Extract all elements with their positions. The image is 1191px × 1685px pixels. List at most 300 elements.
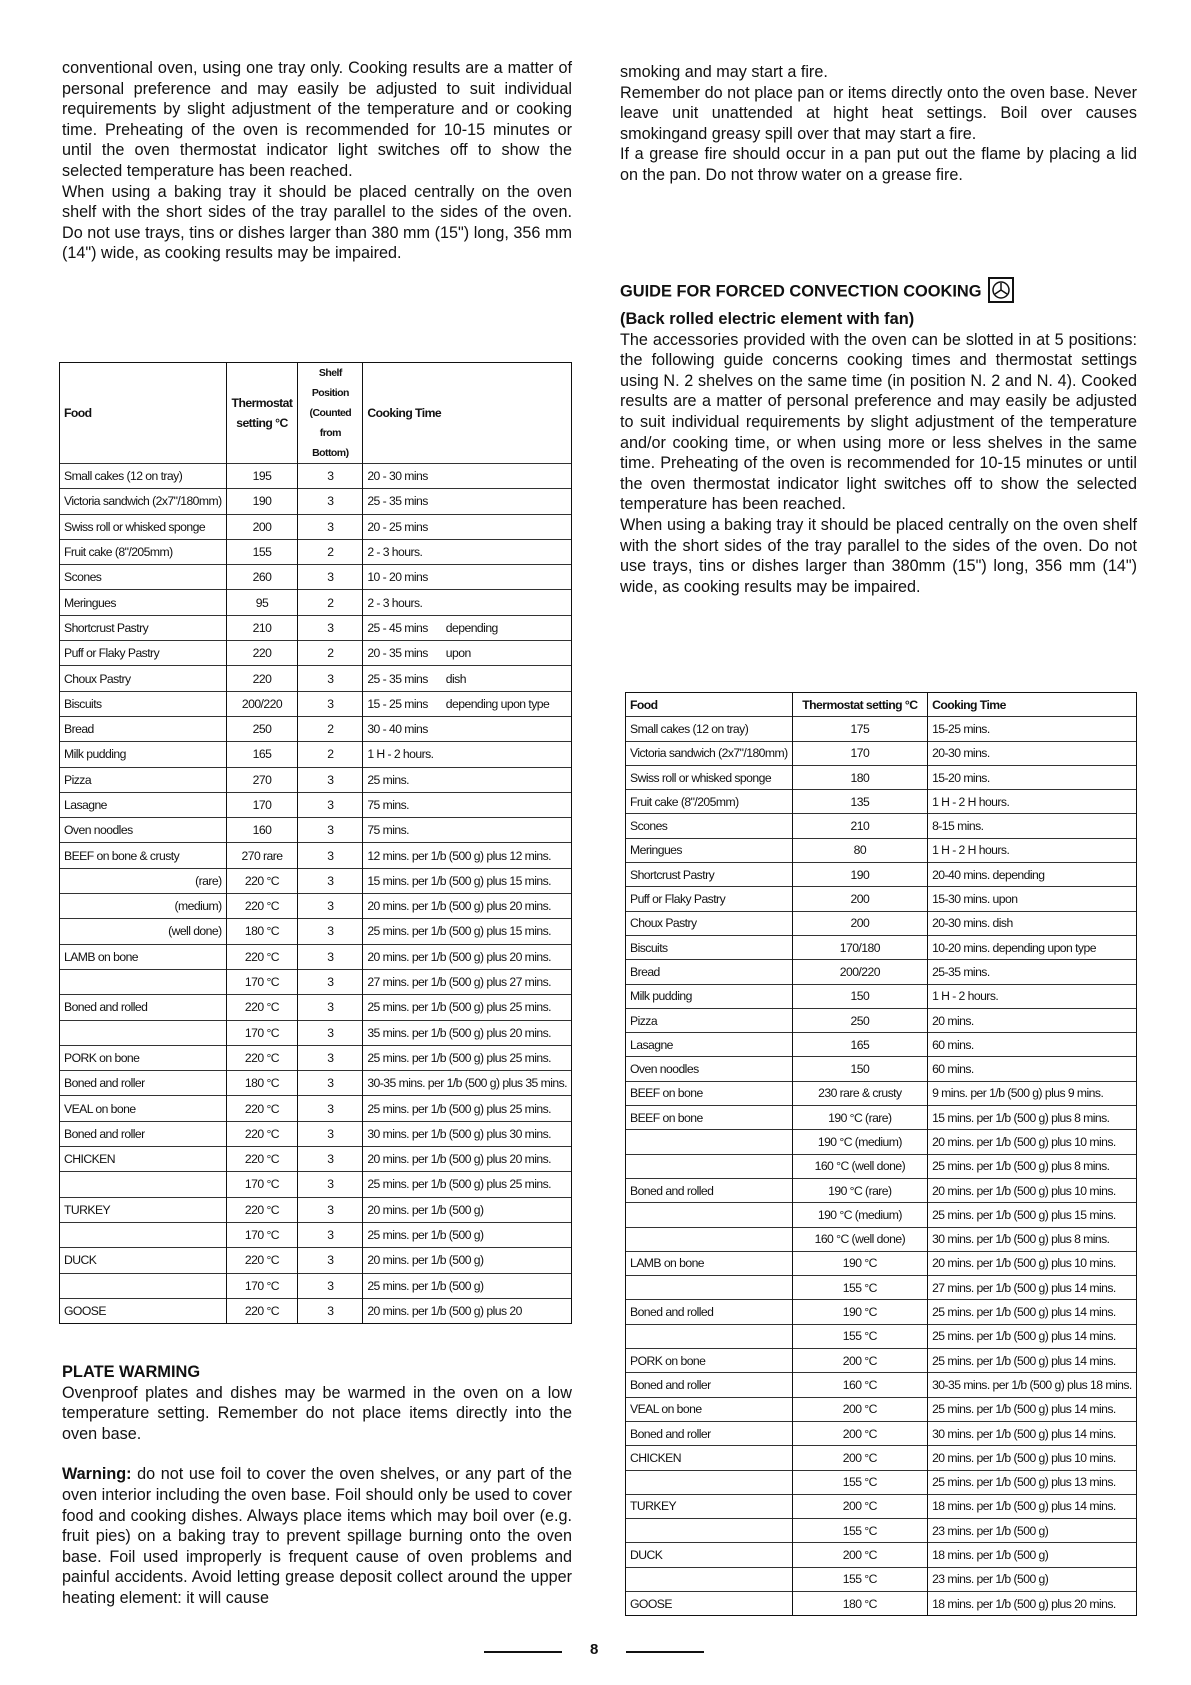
cooking-time-cell [363,1298,572,1323]
table-header-cooking-time: Cooking Time [363,363,572,464]
cooking-time-cell: 20 mins. per 1/b (500 g) plus 10 mins. [928,1130,1137,1154]
cooking-time-cell: 23 mins. per 1/b (500 g) [928,1567,1137,1591]
cooking-time-cell [363,666,572,691]
cooking-time: 10 - 20 mins [367,570,428,585]
plate-warming-text: Ovenproof plates and dishes may be warmed in the oven on a low temperature setting. Remember do not place items directly into the oven base. [62,1383,572,1443]
food-cell [60,1222,227,1247]
thermostat-cell: 170 °C [226,969,298,994]
thermostat-cell: 200 °C [792,1397,927,1421]
shelf-cell: 3 [298,792,363,817]
food-cell: DUCK [60,1248,227,1273]
food-cell: Oven noodles [60,818,227,843]
cooking-time-cell [363,615,572,640]
cooking-time-cell: 8-15 mins. [928,814,1137,838]
cooking-time: 35 mins. per 1/b (500 g) plus 20 mins. [367,1025,552,1040]
table-row [60,716,572,741]
thermostat-cell: 190 °C [792,1300,927,1324]
shelf-cell: 3 [298,818,363,843]
table-row [626,790,1137,814]
thermostat-cell: 220 °C [226,868,298,893]
thermostat-cell: 200 [792,887,927,911]
cooking-time-cell [363,843,572,868]
food-cell: CHICKEN [626,1446,793,1470]
cooking-time: 15 mins. per 1/b (500 g) plus 15 mins. [367,873,552,888]
table-row [60,539,572,564]
food-cell: Pizza [626,1008,793,1032]
food-cell: Choux Pastry [60,666,227,691]
cooking-time: 25 - 45 mins [367,620,428,635]
cooking-note: upon [445,646,471,661]
food-cell: Biscuits [626,935,793,959]
thermostat-cell: 250 [226,716,298,741]
table-row [626,1081,1137,1105]
thermostat-cell: 170 °C [226,1172,298,1197]
cooking-time-cell: 25 mins. per 1/b (500 g) plus 8 mins. [928,1154,1137,1178]
cooking-time-cell [363,565,572,590]
food-cell [626,1519,793,1543]
food-cell: DUCK [626,1543,793,1567]
food-cell: Swiss roll or whisked sponge [626,765,793,789]
food-cell: Biscuits [60,691,227,716]
cooking-time-cell: 9 mins. per 1/b (500 g) plus 9 mins. [928,1081,1137,1105]
cooking-time-cell [363,1248,572,1273]
cooking-time-cell: 30-35 mins. per 1/b (500 g) plus 18 mins. [928,1373,1137,1397]
table-row [626,960,1137,984]
table-row [60,489,572,514]
cooking-time-cell: 20 mins. per 1/b (500 g) plus 10 mins. [928,1446,1137,1470]
cooking-time: 30-35 mins. per 1/b (500 g) plus 35 mins. [367,1076,567,1091]
thermostat-cell: 155 °C [792,1324,927,1348]
table-row [626,1567,1137,1591]
shelf-cell: 3 [298,565,363,590]
cooking-time: 12 mins. per 1/b (500 g) plus 12 mins. [367,848,552,863]
thermostat-cell: 165 [226,742,298,767]
cooking-time-cell: 25 mins. per 1/b (500 g) plus 14 mins. [928,1349,1137,1373]
cooking-time-cell [363,818,572,843]
thermostat-cell: 190 °C (rare) [792,1106,927,1130]
food-cell: Puff or Flaky Pastry [60,641,227,666]
cooking-time-cell [363,969,572,994]
table-row [626,1276,1137,1300]
thermostat-cell: 190 °C (medium) [792,1130,927,1154]
food-cell: Milk pudding [60,742,227,767]
cooking-time: 75 mins. [367,823,409,838]
cooking-time-cell [363,868,572,893]
cooking-time-cell [363,641,572,666]
thermostat-cell: 155 °C [792,1470,927,1494]
shelf-cell: 3 [298,666,363,691]
cooking-time-cell [363,944,572,969]
thermostat-cell: 155 [226,539,298,564]
table-row [60,1197,572,1222]
cooking-time: 25 mins. per 1/b (500 g) plus 25 mins. [367,1101,552,1116]
cooking-time-cell [363,716,572,741]
thermostat-cell: 270 [226,767,298,792]
cooking-time-cell [363,995,572,1020]
thermostat-cell: 160 °C (well done) [792,1227,927,1251]
baking-tray-paragraph: When using a baking tray it should be placed centrally on the oven shelf with the short sides of the tray parallel to the sides of the oven. Do not use trays, tins or dishes larger than 380 mm (15") long, 356 mm (14") wide, as cooking results may be impaired. [62,182,572,263]
food-cell: (well done) [60,919,227,944]
thermostat-cell: 180 °C [792,1591,927,1615]
thermostat-cell: 210 [226,615,298,640]
cooking-time: 20 mins. per 1/b (500 g) plus 20 mins. [367,1152,552,1167]
shelf-cell: 3 [298,1172,363,1197]
shelf-cell: 3 [298,767,363,792]
cooking-time-cell: 20 mins. per 1/b (500 g) plus 10 mins. [928,1251,1137,1275]
thermostat-cell: 190 °C (rare) [792,1178,927,1202]
cooking-time-cell: 30 mins. per 1/b (500 g) plus 8 mins. [928,1227,1137,1251]
shelf-cell: 3 [298,843,363,868]
food-cell [626,1203,793,1227]
cooking-time-cell: 20-30 mins. [928,741,1137,765]
cooking-time-cell [363,691,572,716]
plate-warming-section [62,1362,572,1609]
food-cell: TURKEY [60,1197,227,1222]
cooking-time-cell: 20-40 mins. depending [928,863,1137,887]
cooking-time-cell: 25 mins. per 1/b (500 g) plus 14 mins. [928,1324,1137,1348]
table-row [60,1121,572,1146]
thermostat-cell: 200 °C [792,1349,927,1373]
food-cell: PORK on bone [60,1045,227,1070]
cooking-time-cell [363,1197,572,1222]
thermostat-cell: 220 °C [226,944,298,969]
thermostat-cell: 250 [792,1008,927,1032]
table-row [60,868,572,893]
table-row [626,1543,1137,1567]
table-row [626,1178,1137,1202]
table-row [60,767,572,792]
warning-text: do not use foil to cover the oven shelves, or any part of the oven interior including the oven base. Foil should only be used to cover food and cooking dishes. Always place items which may boil over (e.g. fruit pies) on a baking tray to prevent spillage burning onto the oven base. Foil used improperly is frequent cause of oven problems and painful accidents. Avoid letting grease deposit collect around the upper heating element: it will cause [62,1465,572,1607]
food-cell [60,1020,227,1045]
footer-rule-left [484,1651,562,1653]
cooking-time-cell [363,489,572,514]
table-row [60,666,572,691]
food-cell: PORK on bone [626,1349,793,1373]
table-row [626,765,1137,789]
table-row [60,1248,572,1273]
thermostat-cell: 170 [226,792,298,817]
table-row [60,894,572,919]
thermostat-cell: 170 °C [226,1222,298,1247]
convection-title [620,279,1137,305]
table-row [626,1446,1137,1470]
cooking-time: 25 mins. per 1/b (500 g) plus 25 mins. [367,1050,552,1065]
thermostat-cell: 220 [226,666,298,691]
oven-base-paragraph: Remember do not place pan or items directly onto the oven base. Never leave unit unattended at hight heat settings. Boil over causes smokingand greasy spill over that may start a fire. [620,83,1137,143]
shelf-cell: 2 [298,716,363,741]
thermostat-cell: 220 °C [226,1197,298,1222]
table-row [60,1020,572,1045]
table-row [60,1147,572,1172]
thermostat-cell: 220 °C [226,1096,298,1121]
shelf-cell: 2 [298,539,363,564]
thermostat-cell: 155 °C [792,1519,927,1543]
cooking-time: 20 - 25 mins [367,519,428,534]
food-cell: (medium) [60,894,227,919]
cooking-time-cell [363,590,572,615]
table-row [626,1300,1137,1324]
table-row [60,1172,572,1197]
table-row [626,1421,1137,1445]
table-row [60,641,572,666]
food-cell: Lasagne [626,1033,793,1057]
thermostat-cell: 200 [226,514,298,539]
cooking-note: depending upon type [445,696,550,711]
thermostat-cell: 135 [792,790,927,814]
table-row [60,742,572,767]
table-row [626,863,1137,887]
thermostat-cell: 210 [792,814,927,838]
table-row [626,1130,1137,1154]
convection-title-text: GUIDE FOR FORCED CONVECTION COOKING [620,282,982,301]
thermostat-cell: 200/220 [226,691,298,716]
table-header-shelf: Shelf Position (Counted from Bottom) [298,363,363,464]
table-row [60,1222,572,1247]
thermostat-cell: 200 [792,911,927,935]
thermostat-cell: 200 °C [792,1494,927,1518]
food-cell: Boned and roller [60,1121,227,1146]
cooking-time-cell: 10-20 mins. depending upon type [928,935,1137,959]
thermostat-cell: 160 [226,818,298,843]
table-header-thermostat: Thermostat setting °C [792,693,927,717]
food-cell [626,1276,793,1300]
shelf-cell: 2 [298,641,363,666]
food-cell [626,1470,793,1494]
grease-fire-paragraph: If a grease fire should occur in a pan put out the flame by placing a lid on the pan. Do not throw water on a grease fire. [620,145,1137,184]
thermostat-cell: 200 °C [792,1446,927,1470]
food-cell: BEEF on bone [626,1081,793,1105]
food-cell: Boned and roller [626,1421,793,1445]
food-cell: Swiss roll or whisked sponge [60,514,227,539]
thermostat-cell: 175 [792,717,927,741]
thermostat-cell: 220 °C [226,1045,298,1070]
food-cell: Meringues [60,590,227,615]
food-cell: Bread [626,960,793,984]
smoking-line: smoking and may start a fire. [620,63,828,81]
cooking-time-cell: 60 mins. [928,1057,1137,1081]
convection-text-2: When using a baking tray it should be placed centrally on the oven shelf with the short sides of the tray parallel to the sides of the oven. Do not use trays, tins or dishes larger than 380mm (15") long, 356 mm (14") wide, as cooking results may be impaired. [620,515,1137,596]
thermostat-cell: 260 [226,565,298,590]
table-row [60,1298,572,1323]
cooking-time-cell: 20-30 mins. dish [928,911,1137,935]
shelf-cell: 3 [298,1248,363,1273]
warning-label: Warning: [62,1465,132,1484]
cooking-time-cell [363,767,572,792]
table-row [60,590,572,615]
food-cell [60,1273,227,1298]
thermostat-cell: 95 [226,590,298,615]
table-row [626,1008,1137,1032]
food-cell: (rare) [60,868,227,893]
food-cell: Lasagne [60,792,227,817]
cooking-time-cell [363,792,572,817]
convection-subtitle: (Back rolled electric element with fan) [620,310,915,328]
food-cell: LAMB on bone [626,1251,793,1275]
thermostat-cell: 180 [792,765,927,789]
thermostat-cell: 200/220 [792,960,927,984]
table-row [626,1324,1137,1348]
cooking-time-cell [363,1020,572,1045]
food-cell: Small cakes (12 on tray) [626,717,793,741]
cooking-time: 2 - 3 hours. [367,545,423,560]
table-row [60,1273,572,1298]
shelf-cell: 3 [298,1121,363,1146]
thermostat-cell: 155 °C [792,1276,927,1300]
cooking-time: 30 - 40 mins [367,722,428,737]
food-cell: Boned and roller [626,1373,793,1397]
cooking-time: 15 - 25 mins [367,696,428,711]
shelf-cell: 3 [298,995,363,1020]
table-row [626,1470,1137,1494]
table-row [60,969,572,994]
convection-section [620,279,1137,597]
table-row [626,911,1137,935]
thermostat-cell: 150 [792,1057,927,1081]
shelf-cell: 3 [298,868,363,893]
thermostat-cell: 220 °C [226,1147,298,1172]
food-cell: Oven noodles [626,1057,793,1081]
cooking-time-cell [363,1147,572,1172]
food-cell: Boned and roller [60,1071,227,1096]
thermostat-cell: 160 °C [792,1373,927,1397]
cooking-time-cell: 25-35 mins. [928,960,1137,984]
table-row [626,1251,1137,1275]
table-row [626,838,1137,862]
thermostat-cell: 160 °C (well done) [792,1154,927,1178]
cooking-time-cell [363,919,572,944]
cooking-time: 20 mins. per 1/b (500 g) [367,1202,484,1217]
shelf-cell: 3 [298,464,363,489]
shelf-cell: 3 [298,944,363,969]
table-body [60,464,572,1324]
thermostat-cell: 270 rare [226,843,298,868]
table-row [626,1349,1137,1373]
shelf-cell: 3 [298,1071,363,1096]
cooking-time-cell: 15-30 mins. upon [928,887,1137,911]
cooking-time-cell [363,1121,572,1146]
food-cell: Victoria sandwich (2x7"/180mm) [60,489,227,514]
cooking-time-cell: 27 mins. per 1/b (500 g) plus 14 mins. [928,1276,1137,1300]
food-cell [626,1567,793,1591]
food-cell: Puff or Flaky Pastry [626,887,793,911]
thermostat-cell: 170 °C [226,1020,298,1045]
cooking-time: 25 mins. per 1/b (500 g) [367,1228,484,1243]
thermostat-cell: 220 °C [226,894,298,919]
shelf-cell: 3 [298,1298,363,1323]
cooking-time-cell: 1 H - 2 H hours. [928,790,1137,814]
table-row [60,995,572,1020]
intro-paragraph: conventional oven, using one tray only. Cooking results are a matter of personal preference and may easily be adjusted to suit individual requirements by slight adjustment of the temperature and or cooking time. Preheating of the oven is recommended for 10-15 minutes or until the oven thermostat indicator light switches off to show the selected temperature has been reached. [62,59,572,180]
shelf-cell: 3 [298,1020,363,1045]
cooking-note: depending [445,620,498,635]
table-row [60,514,572,539]
shelf-cell: 3 [298,1147,363,1172]
food-cell: Shortcrust Pastry [626,863,793,887]
cooking-time-cell [363,464,572,489]
cooking-time-cell [363,539,572,564]
plate-warming-title: PLATE WARMING [62,1363,201,1381]
table-row [626,1519,1137,1543]
food-cell: Fruit cake (8"/205mm) [626,790,793,814]
cooking-time-cell: 1 H - 2 hours. [928,984,1137,1008]
food-cell: TURKEY [626,1494,793,1518]
table-row [626,1154,1137,1178]
thermostat-cell: 220 °C [226,1298,298,1323]
shelf-cell: 3 [298,1197,363,1222]
food-cell [60,1172,227,1197]
cooking-time-cell: 23 mins. per 1/b (500 g) [928,1519,1137,1543]
food-cell: Shortcrust Pastry [60,615,227,640]
food-cell: BEEF on bone & crusty [60,843,227,868]
shelf-cell: 3 [298,691,363,716]
thermostat-cell: 170 [792,741,927,765]
page-number: 8 [590,1641,599,1658]
shelf-cell: 3 [298,1096,363,1121]
table-row [60,1045,572,1070]
food-cell: Fruit cake (8"/205mm) [60,539,227,564]
food-cell: VEAL on bone [60,1096,227,1121]
food-cell: LAMB on bone [60,944,227,969]
shelf-cell: 3 [298,1273,363,1298]
thermostat-cell: 165 [792,1033,927,1057]
food-cell: Boned and rolled [626,1178,793,1202]
food-cell: Scones [60,565,227,590]
table-row [626,1397,1137,1421]
thermostat-cell: 190 [226,489,298,514]
table-row [626,1203,1137,1227]
cooking-time: 20 mins. per 1/b (500 g) plus 20 mins. [367,949,552,964]
shelf-cell: 2 [298,590,363,615]
conventional-cooking-table [59,362,572,1324]
shelf-cell: 3 [298,489,363,514]
food-cell: Boned and rolled [626,1300,793,1324]
food-cell: VEAL on bone [626,1397,793,1421]
table-row [626,814,1137,838]
cooking-time: 25 - 35 mins [367,671,428,686]
food-cell: Bread [60,716,227,741]
thermostat-cell: 220 °C [226,1121,298,1146]
cooking-time-cell [363,1096,572,1121]
convection-text-1: The accessories provided with the oven can be slotted in at 5 positions: the following guide concerns cooking times and thermostat settings using N. 2 shelves on the same time (in position N. 2 and N. 4). Cooked results are a matter of personal preference and may easily be adjusted to suit individual requirements by slight adjustment of the temperature and/or cooking time, or when using more or less shelves in the same time. Preheating of the oven is recommended for 10-15 minutes or until the oven thermostat indicator light switches off to show the selected temperature has been reached. [620,330,1137,514]
cooking-time-cell [363,1222,572,1247]
table-row [626,935,1137,959]
table-row [60,691,572,716]
food-cell: GOOSE [626,1591,793,1615]
table-header-food: Food [60,363,227,464]
cooking-time-cell: 1 H - 2 H hours. [928,838,1137,862]
thermostat-cell: 195 [226,464,298,489]
table-row [626,1591,1137,1615]
cooking-time: 2 - 3 hours. [367,595,423,610]
thermostat-cell: 180 °C [226,1071,298,1096]
thermostat-cell: 150 [792,984,927,1008]
cooking-time: 20 - 35 mins [367,646,428,661]
food-cell: Small cakes (12 on tray) [60,464,227,489]
thermostat-cell: 190 °C (medium) [792,1203,927,1227]
cooking-time: 25 mins. per 1/b (500 g) [367,1278,484,1293]
table-row [60,944,572,969]
food-cell [626,1154,793,1178]
cooking-time-cell: 15-25 mins. [928,717,1137,741]
thermostat-cell: 155 °C [792,1567,927,1591]
table-row [626,1106,1137,1130]
cooking-time-cell: 25 mins. per 1/b (500 g) plus 13 mins. [928,1470,1137,1494]
table-row [60,919,572,944]
thermostat-cell: 200 °C [792,1543,927,1567]
cooking-time-cell: 15 mins. per 1/b (500 g) plus 8 mins. [928,1106,1137,1130]
table-row [626,1373,1137,1397]
food-cell: Scones [626,814,793,838]
